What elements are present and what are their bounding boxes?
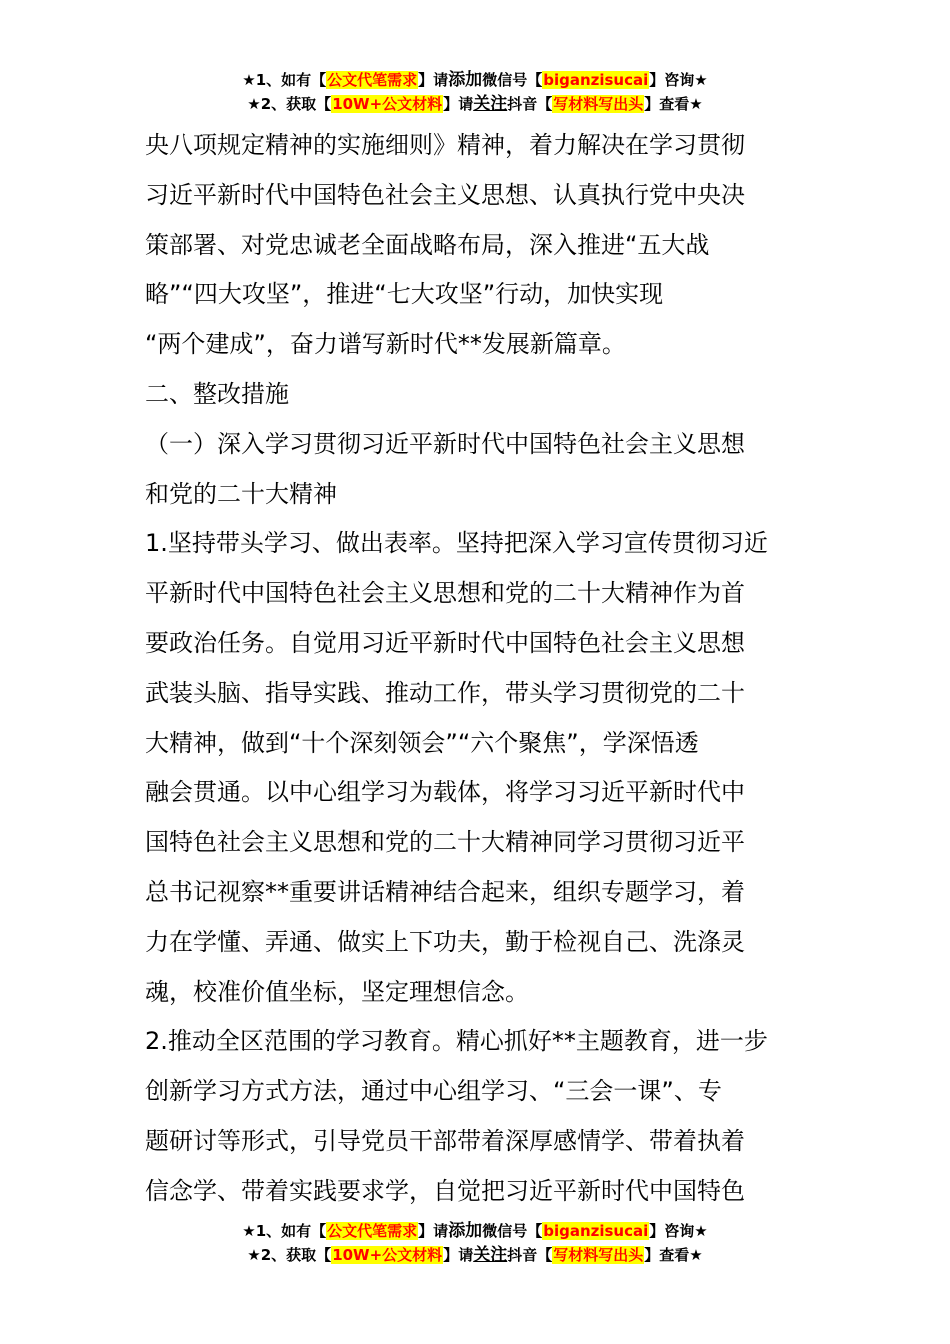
- banner-text: 微信号【: [482, 71, 543, 89]
- text-line: 总书记视察**重要讲话精神结合起来，组织专题学习，着: [145, 877, 745, 906]
- text-line: 习近平新时代中国特色社会主义思想、认真执行党中央决: [145, 180, 745, 209]
- header-banner: [0, 68, 950, 116]
- banner-line-1: [0, 1219, 950, 1243]
- subsection-heading: 和党的二十大精神: [145, 479, 337, 508]
- text-line: 国特色社会主义思想和党的二十大精神同学习贯彻习近平: [145, 828, 745, 857]
- banner-text: 】咨询★: [649, 71, 708, 89]
- banner-text: 抖音【: [507, 1246, 553, 1264]
- banner-text: 关注: [473, 1245, 508, 1265]
- text-line: 武装头脑、指导实践、推动工作，带头学习贯彻党的二十: [145, 678, 745, 707]
- banner-text: ★1、如有【: [242, 71, 327, 89]
- banner-text: 】请: [443, 1246, 474, 1264]
- banner-text: 微信号【: [482, 1222, 543, 1240]
- banner-text: 】请: [418, 71, 449, 89]
- section-heading: 二、整改措施: [145, 379, 289, 408]
- text-line: 策部署、对党忠诚老全面战略布局，深入推进“五大战: [145, 230, 710, 259]
- highlight-douyin: 写材料写出头: [553, 1246, 644, 1264]
- text-line: 创新学习方式方法，通过中心组学习、“三会一课”、专: [145, 1077, 722, 1106]
- document-body: [145, 121, 810, 1217]
- banner-text: 】查看★: [644, 1246, 703, 1264]
- banner-line-2: [0, 1243, 950, 1267]
- banner-text: 添加: [448, 70, 483, 90]
- footer-banner: [0, 1219, 950, 1267]
- highlight-materials: 10W+公文材料: [332, 1246, 443, 1264]
- text-line: “两个建成”，奋力谱写新时代**发展新篇章。: [145, 330, 626, 359]
- text-line: 融会贯通。以中心组学习为载体，将学习习近平新时代中: [145, 778, 745, 807]
- banner-text: ★2、获取【: [247, 1246, 332, 1264]
- text-line: 2.推动全区范围的学习教育。精心抓好**主题教育，进一步: [145, 1027, 768, 1056]
- banner-text: 添加: [448, 1221, 483, 1241]
- text-line: 央八项规定精神的实施细则》精神，着力解决在学习贯彻: [145, 131, 745, 159]
- text-line: 大精神，做到“十个深刻领会”“六个聚焦”，学深悟透: [145, 728, 699, 757]
- text-line: 力在学懂、弄通、做实上下功夫，勤于检视自己、洗涤灵: [145, 927, 745, 956]
- text-line: 平新时代中国特色社会主义思想和党的二十大精神作为首: [145, 579, 745, 608]
- text-line: 1.坚持带头学习、做出表率。坚持把深入学习宣传贯彻习近: [145, 529, 768, 558]
- banner-text: 关注: [473, 94, 508, 114]
- banner-text: 】请: [443, 95, 474, 113]
- text-line: 题研讨等形式，引导党员干部带着深厚感情学、带着执着: [145, 1126, 745, 1155]
- banner-text: 抖音【: [507, 95, 553, 113]
- text-line: 魂，校准价值坐标，坚定理想信念。: [145, 977, 529, 1006]
- banner-text: 】请: [418, 1222, 449, 1240]
- highlight-wechat-id: biganzisucai: [543, 71, 649, 89]
- banner-line-1: [0, 68, 950, 92]
- highlight-wechat-id: biganzisucai: [543, 1222, 649, 1240]
- banner-text: ★1、如有【: [242, 1222, 327, 1240]
- text-line: 略”“四大攻坚”，推进“七大攻坚”行动，加快实现: [145, 280, 664, 309]
- text-line: 要政治任务。自觉用习近平新时代中国特色社会主义思想: [145, 628, 745, 657]
- banner-text: 】查看★: [644, 95, 703, 113]
- text-line: 信念学、带着实践要求学，自觉把习近平新时代中国特色: [145, 1176, 745, 1205]
- highlight-douyin: 写材料写出头: [553, 95, 644, 113]
- banner-text: 】咨询★: [649, 1222, 708, 1240]
- subsection-heading: （一）深入学习贯彻习近平新时代中国特色社会主义思想: [145, 429, 745, 458]
- highlight-service: 公文代笔需求: [327, 71, 418, 89]
- highlight-materials: 10W+公文材料: [332, 95, 443, 113]
- highlight-service: 公文代笔需求: [327, 1222, 418, 1240]
- banner-text: ★2、获取【: [247, 95, 332, 113]
- banner-line-2: [0, 92, 950, 116]
